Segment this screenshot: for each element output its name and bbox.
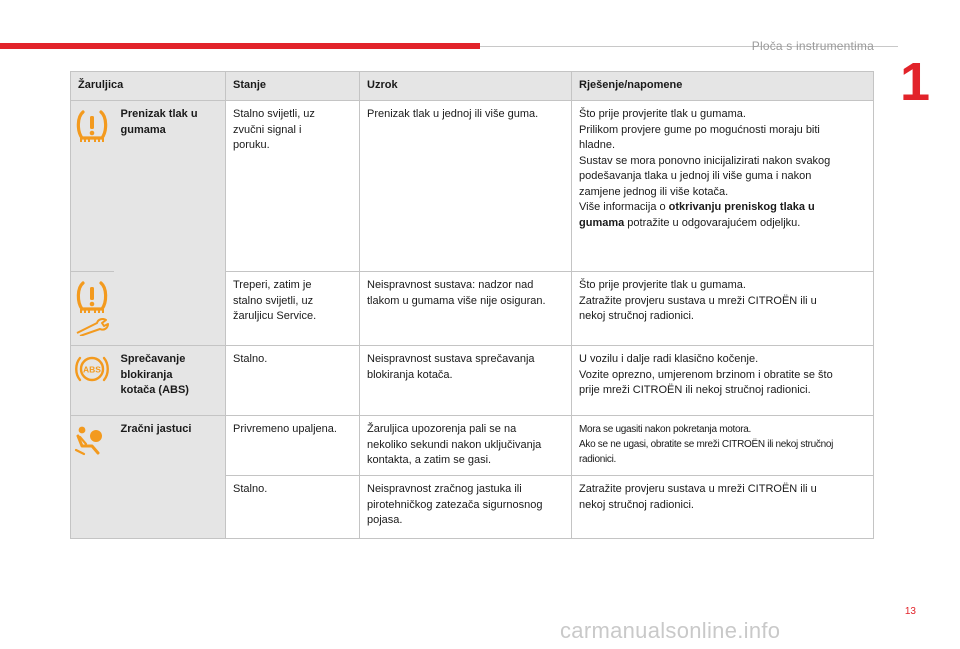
solution-cell bbox=[572, 416, 874, 476]
solution-text: nekoj stručnoj radionici. bbox=[579, 498, 694, 511]
tyre-pressure-icon bbox=[74, 280, 110, 314]
abs-icon bbox=[74, 354, 110, 384]
lamp-name: Zračni jastuci bbox=[120, 423, 192, 435]
airbag-icon bbox=[74, 424, 110, 456]
solution-text: Zatražite provjeru sustava u mreži CITROËN ili u bbox=[579, 483, 817, 495]
cause-text: tlakom u gumama više nije osiguran. bbox=[367, 294, 546, 307]
state-text: Privremeno upaljena. bbox=[233, 423, 337, 435]
solution-text-bold: gumama bbox=[579, 216, 625, 229]
solution-text: zamjene jednog ili više kotača. bbox=[579, 185, 729, 198]
state-text: žaruljicu Service. bbox=[233, 310, 317, 322]
lamp-name-cell bbox=[114, 416, 226, 539]
cause-text: blokiranja kotača. bbox=[367, 368, 453, 381]
tyre-pressure-icon bbox=[74, 109, 110, 143]
cause-cell bbox=[360, 346, 572, 416]
column-header-solution: Rješenje/napomene bbox=[572, 72, 874, 101]
solution-text: U vozilu i dalje radi klasično kočenje. bbox=[579, 353, 759, 365]
lamp-name: Prenizak tlak u bbox=[120, 108, 198, 120]
state-text: stalno svijetli, uz bbox=[233, 294, 314, 307]
table-row bbox=[71, 416, 874, 476]
cause-text: Žaruljica upozorenja pali se na bbox=[367, 423, 517, 435]
lamp-name: kotača (ABS) bbox=[120, 384, 189, 396]
cause-text: kontakta, a zatim se gasi. bbox=[367, 454, 492, 466]
state-cell bbox=[226, 101, 360, 272]
column-header-lamp: Žaruljica bbox=[71, 72, 226, 101]
page-number: 13 bbox=[904, 606, 916, 617]
solution-text: Vozite oprezno, umjerenom brzinom i obratite se što bbox=[579, 368, 833, 381]
cause-cell bbox=[360, 272, 572, 346]
solution-text-prefix: Više informacija o bbox=[579, 201, 669, 213]
state-cell bbox=[226, 416, 360, 476]
lamp-icon-cell bbox=[71, 272, 114, 346]
column-header-state: Stanje bbox=[226, 72, 360, 101]
solution-cell bbox=[572, 476, 874, 539]
solution-text: prije mreži CITROËN ili nekoj stručnoj radionici. bbox=[579, 384, 811, 396]
state-cell bbox=[226, 476, 360, 539]
column-header-cause: Uzrok bbox=[360, 72, 572, 101]
chapter-number: 1 bbox=[900, 52, 931, 112]
lamp-name: blokiranja bbox=[120, 368, 173, 381]
abs-icon-label: ABS bbox=[83, 364, 102, 375]
table-row bbox=[71, 346, 874, 416]
solution-cell bbox=[572, 101, 874, 272]
solution-text: Što prije provjerite tlak u gumama. bbox=[579, 279, 746, 291]
lamp-name-cell bbox=[114, 346, 226, 416]
state-text: zvučni signal i bbox=[233, 123, 302, 136]
lamp-icon-cell bbox=[71, 101, 114, 272]
state-text: poruku. bbox=[233, 139, 270, 151]
cause-text: Neispravnost zračnog jastuka ili bbox=[367, 483, 522, 495]
solution-text-bold: otkrivanju preniskog tlaka u bbox=[668, 201, 815, 213]
state-cell bbox=[226, 272, 360, 346]
lamp-name-cell bbox=[114, 101, 226, 346]
solution-text-suffix: potražite u odgovarajućem odjeljku. bbox=[624, 216, 801, 229]
solution-text: Mora se ugasiti nakon pokretanja motora. bbox=[579, 424, 751, 435]
solution-text: Što prije provjerite tlak u gumama. bbox=[579, 108, 746, 120]
state-text: Stalno. bbox=[233, 353, 268, 365]
cause-cell bbox=[360, 416, 572, 476]
solution-text: Zatražite provjeru sustava u mreži CITROËN ili u bbox=[579, 294, 817, 307]
cause-text: Neispravnost sustava sprečavanja bbox=[367, 353, 535, 365]
solution-cell bbox=[572, 346, 874, 416]
cause-text: pojasa. bbox=[367, 514, 403, 526]
lamp-icon-cell bbox=[71, 416, 114, 539]
solution-text: Prilikom provjere gume po mogućnosti moraju biti bbox=[579, 123, 820, 136]
watermark: carmanualsonline.info bbox=[560, 618, 781, 643]
solution-text bbox=[579, 216, 867, 232]
cause-text: pirotehničkog zatezača sigurnosnog bbox=[367, 498, 543, 511]
cause-cell bbox=[360, 476, 572, 539]
table-row bbox=[71, 101, 874, 272]
table-header-row bbox=[71, 72, 874, 101]
lamp-name: gumama bbox=[120, 123, 166, 136]
state-text: Stalno svijetli, uz bbox=[233, 108, 315, 120]
solution-text: Ako se ne ugasi, obratite se mreži CITROËN ili nekoj stručnoj bbox=[579, 439, 834, 450]
cause-text: Neispravnost sustava: nadzor nad bbox=[367, 279, 534, 291]
solution-text: Sustav se mora ponovno inicijalizirati nakon svakog bbox=[579, 154, 831, 167]
solution-cell bbox=[572, 272, 874, 346]
header-red-bar bbox=[0, 43, 480, 49]
state-cell bbox=[226, 346, 360, 416]
solution-text bbox=[579, 200, 867, 216]
cause-text: nekoliko sekundi nakon uključivanja bbox=[367, 438, 542, 451]
lamp-name: Sprečavanje bbox=[120, 353, 186, 365]
solution-text: hladne. bbox=[579, 139, 616, 151]
solution-text: radionici. bbox=[579, 454, 617, 465]
section-title: Ploča s instrumentima bbox=[751, 39, 874, 53]
state-text: Stalno. bbox=[233, 483, 268, 495]
cause-text: Prenizak tlak u jednoj ili više guma. bbox=[367, 108, 539, 120]
warning-lights-table bbox=[70, 71, 874, 539]
wrench-icon bbox=[74, 318, 110, 336]
state-text: Treperi, zatim je bbox=[233, 279, 312, 291]
solution-text: nekoj stručnoj radionici. bbox=[579, 310, 694, 322]
solution-text: podešavanja tlaka u jednoj ili više guma i nakon bbox=[579, 170, 812, 182]
cause-cell bbox=[360, 101, 572, 272]
lamp-icon-cell bbox=[71, 346, 114, 416]
